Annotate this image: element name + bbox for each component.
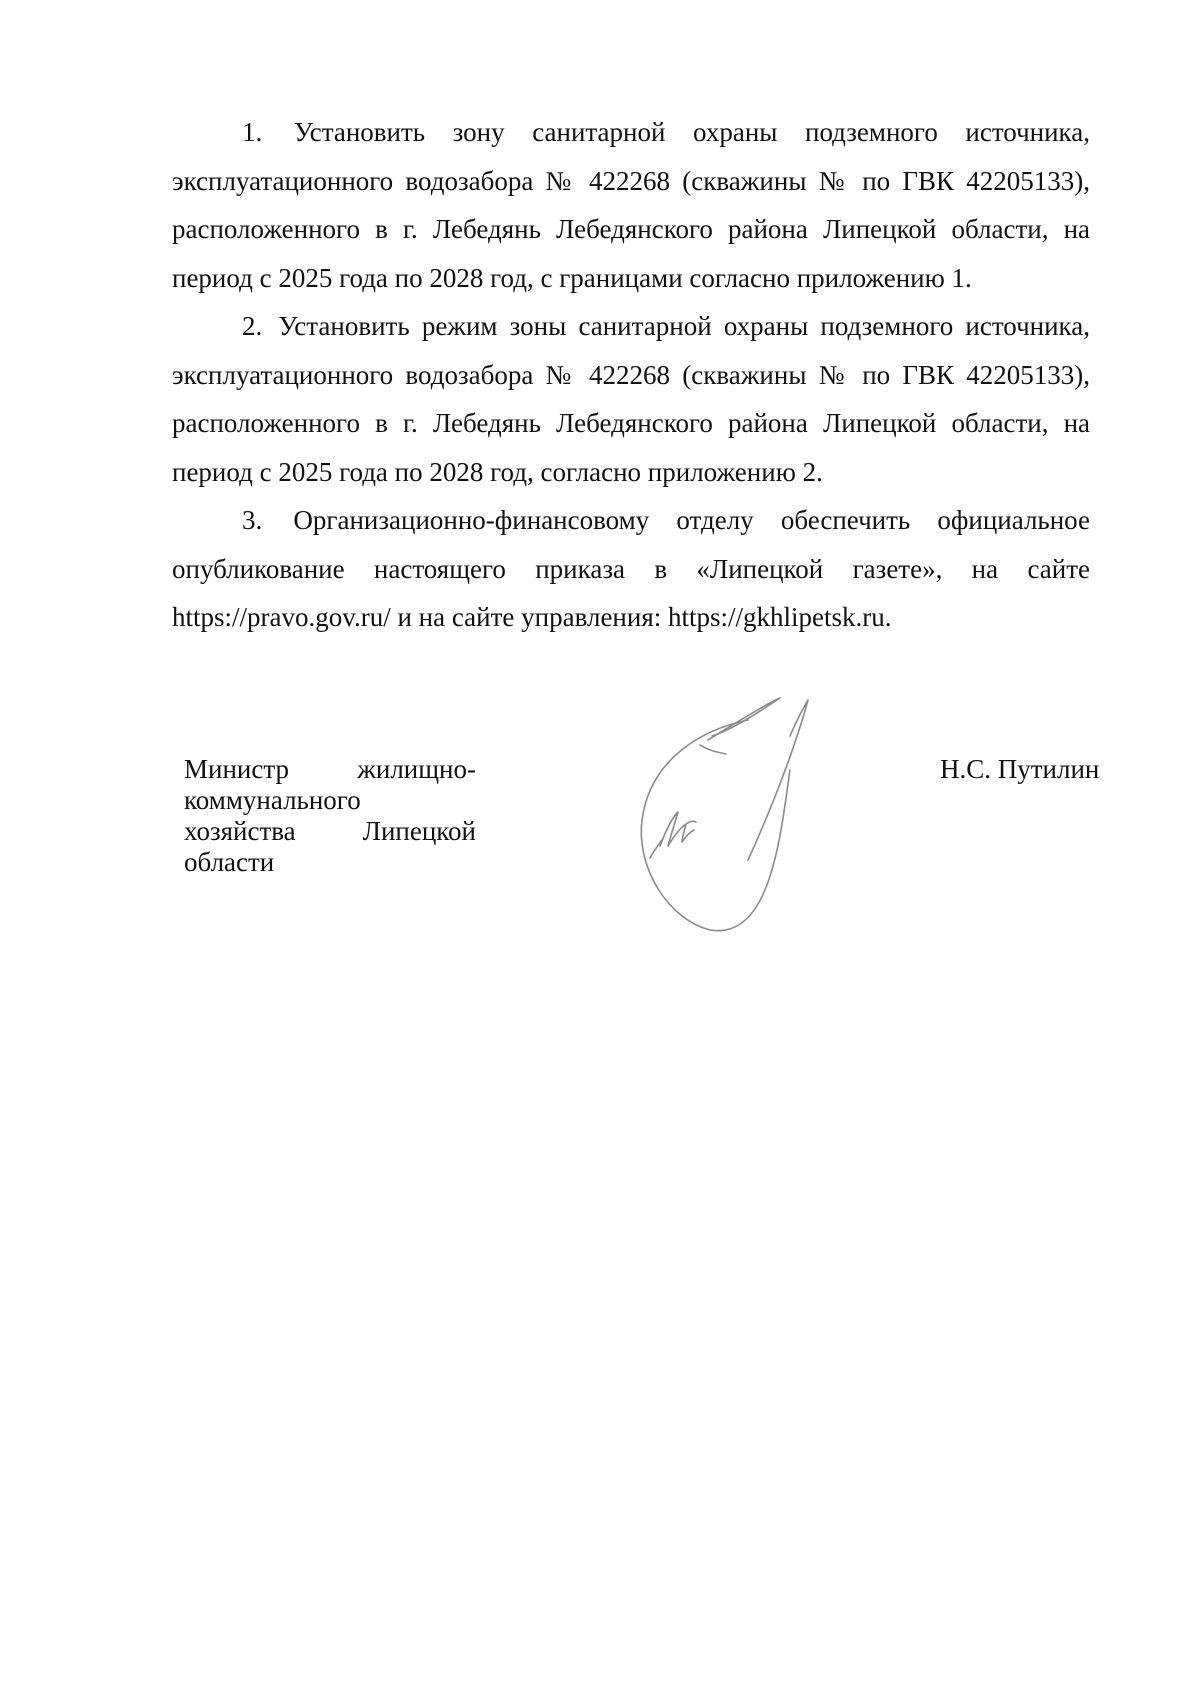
paragraph-text: Организационно-финансовому отделу обеспечить официальное опубликование настоящего приказа в «Липецкой газете», на сайте https://pravo.gov.ru/ и на сайте управления: https://gkhlipetsk.ru. (172, 505, 1090, 632)
paragraph-number: 3. (242, 505, 263, 535)
document-body (172, 108, 1090, 642)
paragraph-text: Установить режим зоны санитарной охраны подземного источника, эксплуатационного водозабора № 422268 (скважины № по ГВК 42205133), расположенного в г. Лебедянь Лебедянского района Липецкой области, на период с 2025 года по 2028 год, согласно приложению 2. (172, 311, 1090, 487)
paragraph-number: 2. (242, 311, 263, 341)
paragraph-3 (172, 496, 1090, 642)
paragraph-1 (172, 108, 1090, 302)
paragraph-text: Установить зону санитарной охраны подземного источника, эксплуатационного водозабора № 422268 (скважины № по ГВК 42205133), расположенного в г. Лебедянь Лебедянского района Липецкой области, на период с 2025 года по 2028 год, с границами согласно приложению 1. (172, 117, 1091, 293)
signer-position-title: Министр жилищно-коммунального хозяйства Липецкой области (184, 754, 476, 877)
paragraph-number: 1. (242, 117, 263, 147)
paragraph-2 (172, 302, 1090, 496)
handwritten-signature-icon (630, 690, 890, 950)
signer-name: Н.С. Путилин (940, 754, 1100, 784)
